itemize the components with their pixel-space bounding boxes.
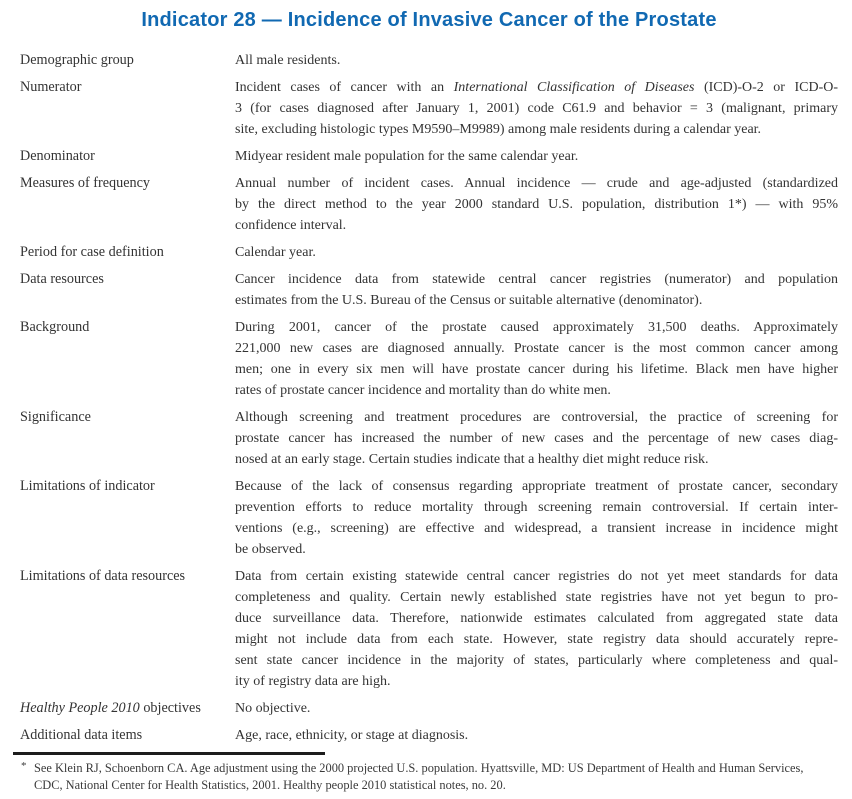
footnote-line: CDC, National Center for Health Statistics, 2001. Healthy people 2010 statistical notes, no. 20. [34, 777, 506, 792]
footnote-divider [13, 752, 325, 755]
table-row [20, 725, 838, 746]
row-label: Limitations of indicator [20, 478, 155, 494]
row-value [235, 242, 838, 263]
table-row [20, 407, 838, 470]
text-line: Data from certain existing statewide central cancer registries do not yet meet standards for data [235, 569, 838, 584]
row-value [235, 269, 838, 311]
text-line: prevention efforts to reduce mortality through screening remain controversial. If certain inter- [235, 500, 838, 515]
text-line: duce surveillance data. Therefore, nationwide estimates calculated from aggregated state data [235, 611, 838, 626]
text-line: 3 (for cases diagnosed after January 1, 2001) code C61.9 and behavior = 3 (malignant, primary [235, 101, 838, 116]
row-label: Additional data items [20, 727, 143, 743]
definition-table [20, 50, 838, 746]
text-line: be observed. [235, 542, 306, 557]
row-value [235, 476, 838, 560]
table-row [20, 50, 838, 71]
row-value [235, 50, 838, 71]
text-line: All male residents. [235, 53, 341, 68]
row-value [235, 725, 838, 746]
text-line: estimates from the U.S. Bureau of the Census or suitable alternative (denominator). [235, 293, 703, 308]
text-line: might not include data from each state. However, state registry data should accurately repre- [235, 632, 838, 647]
table-row [20, 77, 838, 140]
row-label: Demographic group [20, 52, 134, 68]
row-value [235, 407, 838, 470]
table-row [20, 476, 838, 560]
text-line: sent state cancer incidence in the majority of states, particularly where completeness and qual- [235, 653, 838, 668]
table-row [20, 698, 838, 719]
row-label: Period for case definition [20, 244, 164, 260]
row-label: Limitations of data resources [20, 568, 186, 584]
text-line: rates of prostate cancer incidence and mortality than do white men. [235, 383, 611, 398]
text-line: Cancer incidence data from statewide central cancer registries (numerator) and population [235, 272, 838, 287]
row-label: Numerator [20, 79, 82, 95]
table-row [20, 269, 838, 311]
row-label: Significance [20, 409, 91, 425]
text-line: Calendar year. [235, 245, 316, 260]
text-line: No objective. [235, 701, 311, 716]
row-label: Data resources [20, 271, 104, 287]
text-line: site, excluding histologic types M9590–M9989) among male residents during a calendar year. [235, 122, 762, 137]
text-line: ventions (e.g., screening) are effective and widespread, a transient increase in incidence might [235, 521, 838, 536]
table-row [20, 173, 838, 236]
row-value [235, 146, 838, 167]
text-line: Midyear resident male population for the same calendar year. [235, 149, 579, 164]
footnote-line: See Klein RJ, Schoenborn CA. Age adjustment using the 2000 projected U.S. population. Hyattsville, MD: US Department of Health and Human Services, [34, 760, 804, 775]
row-label: Healthy People 2010 objectives [20, 700, 201, 716]
text-line: by the direct method to the year 2000 standard U.S. population, distribution 1*) — with 95% [235, 197, 838, 212]
text-line: completeness and quality. Certain newly established state registries have not yet begun to pro- [235, 590, 838, 605]
text-line: Age, race, ethnicity, or stage at diagnosis. [235, 728, 469, 743]
footnote-marker: * [21, 759, 27, 772]
text-line: Because of the lack of consensus regarding appropriate treatment of prostate cancer, secondary [235, 479, 838, 494]
footnote-lines [34, 760, 838, 794]
text-line: men; one in every six men will have prostate cancer during his lifetime. Black men have higher [235, 362, 838, 377]
row-label: Background [20, 319, 90, 335]
row-label: Measures of frequency [20, 175, 150, 191]
text-line: Incident cases of cancer with an International Classification of Diseases (ICD)-O-2 or ICD-O- [235, 80, 838, 95]
text-line: ity of registry data are high. [235, 674, 391, 689]
text-line: confidence interval. [235, 218, 347, 233]
row-value [235, 698, 838, 719]
text-line: prostate cancer has increased the number of new cases and the percentage of new cases diag- [235, 431, 838, 446]
table-row [20, 566, 838, 692]
page-title: Indicator 28 — Incidence of Invasive Cancer of the Prostate [141, 9, 717, 31]
row-value [235, 173, 838, 236]
row-value [235, 566, 838, 692]
text-line: 221,000 new cases are diagnosed annually. Prostate cancer is the most common cancer among [235, 341, 838, 356]
table-row [20, 317, 838, 401]
row-label: Denominator [20, 148, 95, 164]
row-value [235, 317, 838, 401]
table-row [20, 242, 838, 263]
row-value [235, 77, 838, 140]
table-row [20, 146, 838, 167]
footnote [20, 760, 838, 794]
text-line: Annual number of incident cases. Annual incidence — crude and age-adjusted (standardized [235, 176, 838, 191]
text-line: nosed at an early stage. Certain studies indicate that a healthy diet might reduce risk. [235, 452, 709, 467]
text-line: During 2001, cancer of the prostate caused approximately 31,500 deaths. Approximately [235, 320, 838, 335]
text-line: Although screening and treatment procedures are controversial, the practice of screening for [235, 410, 838, 425]
